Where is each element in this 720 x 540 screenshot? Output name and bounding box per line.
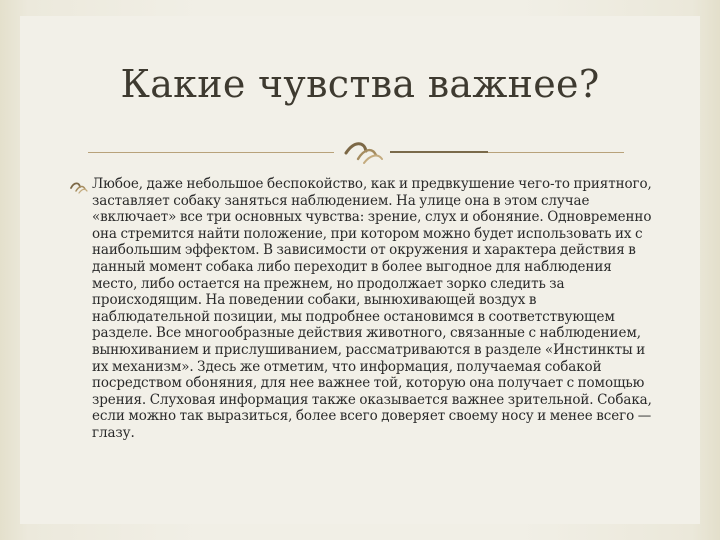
swoosh-divider-icon [342, 137, 386, 167]
slide-title: Какие чувства важнее? [120, 62, 600, 106]
swoosh-bullet-icon [70, 180, 88, 194]
body-paragraph: Любое, даже небольшое беспокойство, как и предвкушение чего-то приятного, заставляет собаку заняться наблюдением. На улице она в этом случае «включает» все три основных чувства: зрение, слух и обоняние. Одновременно она стремится найти положение, при котором можно будет использовать их с наибольшим эффектом. В зависимости от окружения и характера действия в данный момент собака либо переходит в более выгодное для наблюдения место, либо остается на прежнем, но продолжает зорко следить за происходящим. На поведении собаки, вынюхивающей воздух в наблюдательной позиции, мы подробнее остановимся в соответствующем разделе. Все многообразные действия животного, связанные с наблюдением, вынюхиванием и прислушиванием, рассматриваются в разделе «Инстинкты и их механизм». Здесь же отметим, что информация, получаемая собакой посредством обоняния, для нее важнее той, которую она получает с помощью зрения. Слуховая информация также оказывается важнее зрительной. Собака, если можно так выразиться, более всего доверяет своему носу и менее всего — глазу. [92, 176, 652, 441]
divider-line-left [88, 152, 334, 153]
divider-line-right-accent [390, 151, 488, 153]
